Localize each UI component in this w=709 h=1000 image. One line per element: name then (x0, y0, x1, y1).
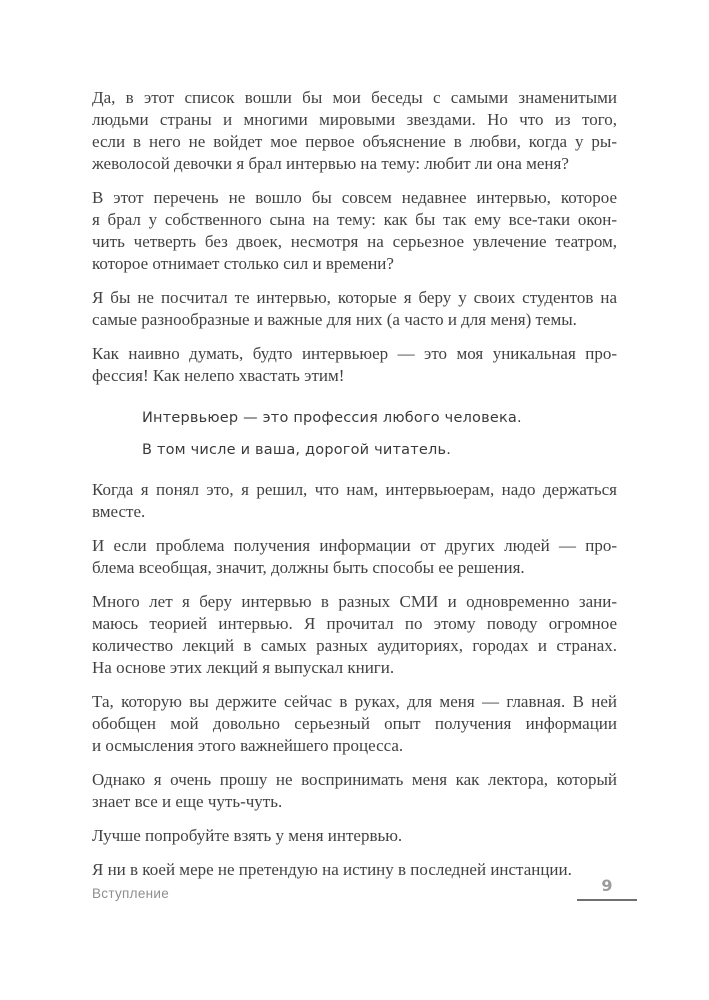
text-line: которое отнимает столько сил и времени? (92, 254, 394, 273)
paragraph (92, 825, 617, 847)
paragraph (92, 343, 617, 387)
paragraph (92, 479, 617, 523)
text-line: знает все и еще чуть-чуть. (92, 792, 283, 811)
quote-line (142, 439, 617, 461)
paragraph (92, 87, 617, 175)
page-footer (92, 876, 637, 901)
quote-line (142, 407, 617, 429)
paragraph (92, 535, 617, 579)
text-line: В том числе и ваша, дорогой читатель. (142, 442, 452, 458)
text-line: Когда я понял это, я решил, что нам, интервьюерам, надо держаться (92, 480, 617, 499)
text-line: фессия! Как нелепо хвастать этим! (92, 366, 345, 385)
text-line: количество лекций в самых разных аудиториях, городах и странах. (92, 636, 617, 655)
text-line: блема всеобщая, значит, должны быть способы ее решения. (92, 558, 525, 577)
text-line: Я бы не посчитал те интервью, которые я беру у своих студентов на (92, 288, 617, 307)
text-line: Много лет я беру интервью в разных СМИ и одновременно зани- (92, 592, 617, 611)
paragraph (92, 769, 617, 813)
text-line: если в него не войдет мое первое объяснение в любви, когда у ры- (92, 132, 617, 151)
text-line: Интервьюер — это профессия любого человека. (142, 410, 522, 426)
text-line: Я ни в коей мере не претендую на истину в последней инстанции. (92, 860, 572, 879)
page-number: 9 (577, 876, 637, 901)
page-text-block (92, 87, 617, 893)
text-line: Однако я очень прошу не воспринимать меня как лектора, который (92, 770, 617, 789)
text-line: людьми страны и многими мировыми звездами. Но что из того, (92, 110, 617, 129)
text-line: я брал у собственного сына на тему: как бы так ему все-таки окон- (92, 210, 617, 229)
paragraph (92, 691, 617, 757)
text-line: Да, в этот список вошли бы мои беседы с самыми знаменитыми (92, 88, 617, 107)
text-line: Как наивно думать, будто интервьюер — это моя уникальная про- (92, 344, 617, 363)
text-line: и осмысления этого важнейшего процесса. (92, 736, 404, 755)
paragraph (92, 187, 617, 275)
text-line: Та, которую вы держите сейчас в руках, для меня — главная. В ней (92, 692, 617, 711)
text-line: В этот перечень не вошло бы совсем недавнее интервью, которое (92, 188, 617, 207)
text-line: самые разнообразные и важные для них (а часто и для меня) темы. (92, 310, 577, 329)
paragraph (92, 287, 617, 331)
footer-section-label: Вступление (92, 886, 170, 901)
paragraph (92, 591, 617, 679)
text-line: маюсь теорией интервью. Я прочитал по этому поводу огромное (92, 614, 617, 633)
text-line: вместе. (92, 502, 146, 521)
text-line: чить четверть без двоек, несмотря на серьезное увлечение театром, (92, 232, 617, 251)
text-line: И если проблема получения информации от других людей — про- (92, 536, 617, 555)
text-line: На основе этих лекций я выпускал книги. (92, 658, 395, 677)
text-line: жеволосой девочки я брал интервью на тему: любит ли она меня? (92, 154, 569, 173)
text-line: обобщен мой довольно серьезный опыт получения информации (92, 714, 617, 733)
text-line: Лучше попробуйте взять у меня интервью. (92, 826, 403, 845)
